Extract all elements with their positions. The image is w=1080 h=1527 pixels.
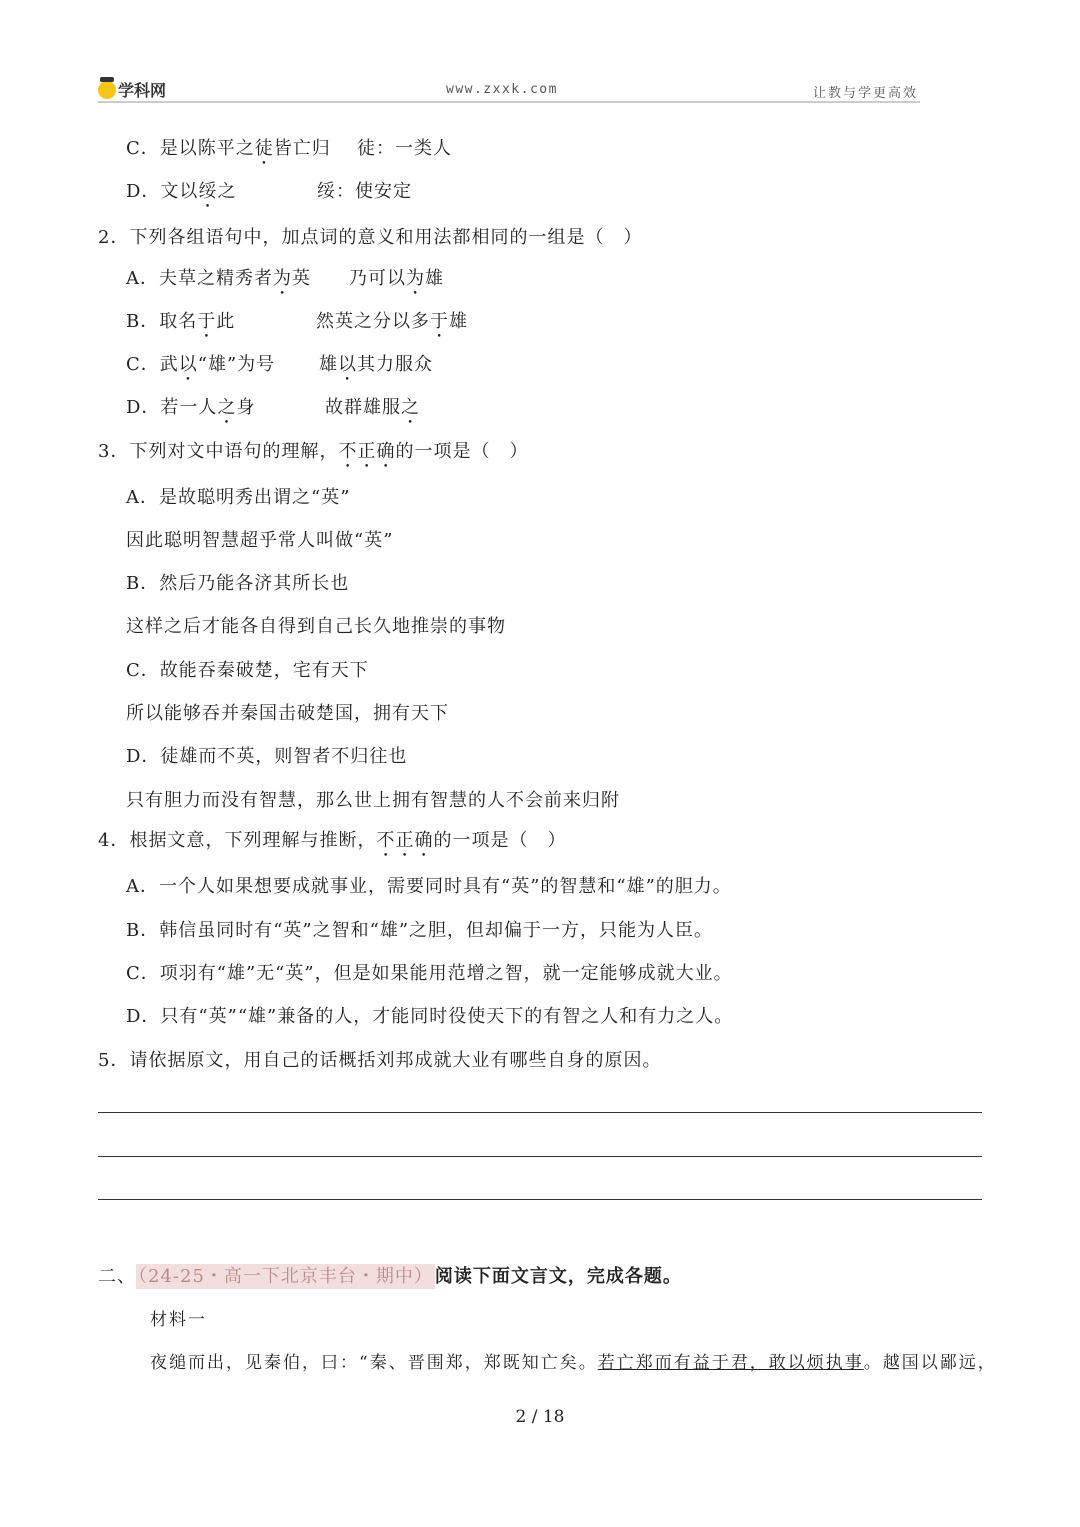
question-line [126,486,350,510]
text-segment: 不正确 [376,830,434,851]
material-title: 材料一 [150,1310,207,1330]
option-gloss [325,396,420,428]
text-segment: “雄”为号 [197,354,276,375]
text-segment: 之 [217,181,237,202]
question-line [126,919,713,943]
text-segment: 皆亡归 [273,138,331,159]
question-line [126,615,506,639]
text-segment: 于 [430,311,449,332]
question-line [98,226,642,250]
text-segment: 雄 [319,354,338,375]
section-number: 二、 [98,1266,136,1287]
question-line [126,137,331,169]
text-segment: 之 [401,397,420,418]
text-segment: 乃可以 [349,268,406,289]
source-tag: （24-25・高一下北京丰台・期中） [138,1266,433,1287]
passage-underlined: 若亡郑而有益于君，敢以烦执事 [597,1353,864,1373]
text-segment: C．故能吞秦破楚，宅有天下 [126,660,369,681]
owl-logo-icon [98,81,116,99]
text-segment: 4．根据文意，下列理解与推断， [98,830,377,851]
text-segment: D．只有“英”“雄”兼备的人，才能同时役使天下的有智之人和有力之人。 [126,1006,734,1027]
logo [98,78,166,101]
page-number: 2 / 18 [515,1407,565,1427]
option-gloss [316,310,468,342]
passage-text [150,1351,997,1375]
question-line [126,659,369,683]
text-segment: 3．下列对文中语句的理解， [98,441,339,462]
question-line [126,875,732,899]
text-segment: 以 [178,354,198,375]
text-segment: B．韩信虽同时有“英”之智和“雄”之胆，但却偏于一方，只能为人臣。 [126,920,714,941]
text-segment: D．文以 [126,181,199,202]
text-segment: 之 [217,397,237,418]
header-slogan: 让教与学更高效 [813,86,919,101]
option-gloss [319,353,433,385]
question-line [126,529,393,553]
question-line [126,396,255,428]
question-line [126,962,733,986]
text-segment: 雄 [449,311,468,332]
text-segment: 绥 [198,181,218,202]
text-segment: A．一个人如果想要成就事业，需要同时具有“英”的智慧和“雄”的胆力。 [126,876,732,897]
question-line [126,702,449,726]
question-line [98,440,528,472]
text-segment: 于 [197,311,217,332]
passage-pre: 夜缒而出，见秦伯，曰：“秦、晋围郑，郑既知亡矣。 [150,1353,598,1373]
text-segment: 因此聪明智慧超乎常人叫做“英” [126,530,394,551]
answer-line[interactable] [98,1199,982,1200]
text-segment: B．然后乃能各济其所长也 [126,573,350,594]
text-segment: C．是以陈平之 [126,138,255,159]
text-segment: 其力服众 [357,354,433,375]
text-segment: B．取名 [126,311,198,332]
text-segment: D．若一人 [126,397,218,418]
question-line [126,789,620,813]
answer-line[interactable] [98,1112,982,1113]
question-line [126,353,275,385]
question-line [126,310,235,342]
header-divider [98,101,920,103]
passage-post: 。越国以鄙远， [863,1353,997,1373]
text-segment: 只有胆力而没有智慧，那么世上拥有智慧的人不会前来归附 [126,790,620,811]
question-line [126,572,349,596]
text-segment: 为 [273,268,292,289]
text-segment: 所以能够吞并秦国击破楚国，拥有天下 [126,703,449,724]
text-segment: 不正确 [338,441,396,462]
header-url: www.zxxk.com [446,82,558,97]
option-gloss: 徒：一类人 [357,138,452,159]
text-segment: 这样之后才能各自得到自己长久地推崇的事物 [126,616,506,637]
question-line [126,180,236,212]
text-segment: 故群雄服 [325,397,401,418]
answer-line[interactable] [98,1156,982,1157]
question-line [126,1005,733,1029]
text-segment: 然英之分以多 [316,311,430,332]
text-segment: 5．请依据原文，用自己的话概括刘邦成就大业有哪些自身的原因。 [98,1050,662,1071]
text-segment: 的一项是（ ） [433,830,567,851]
logo-text: 学科网 [118,81,167,100]
text-segment: 2．下列各组语句中，加点词的意义和用法都相同的一组是（ ） [98,227,643,248]
question-line [126,745,407,769]
question-line [126,267,311,299]
text-segment: 为 [406,268,425,289]
text-segment: 身 [236,397,256,418]
section-heading [98,1265,682,1289]
text-segment: C．武 [126,354,179,375]
option-gloss [349,267,444,299]
section-instruction: 阅读下面文言文，完成各题。 [434,1266,682,1287]
text-segment: 徒 [254,138,274,159]
option-gloss: 绥：使安定 [317,181,412,202]
question-line [98,1049,661,1073]
text-segment: 以 [338,354,357,375]
text-segment: D．徒雄而不英，则智者不归往也 [126,746,408,767]
text-segment: A．夫草之精秀者 [126,268,273,289]
text-segment: 此 [216,311,236,332]
text-segment: C．项羽有“雄”无“英”，但是如果能用范增之智，就一定能够成就大业。 [126,963,733,984]
text-segment: 的一项是（ ） [395,441,529,462]
question-line [98,829,566,861]
text-segment: A．是故聪明秀出谓之“英” [126,487,351,508]
text-segment: 雄 [425,268,444,289]
text-segment: 英 [292,268,311,289]
